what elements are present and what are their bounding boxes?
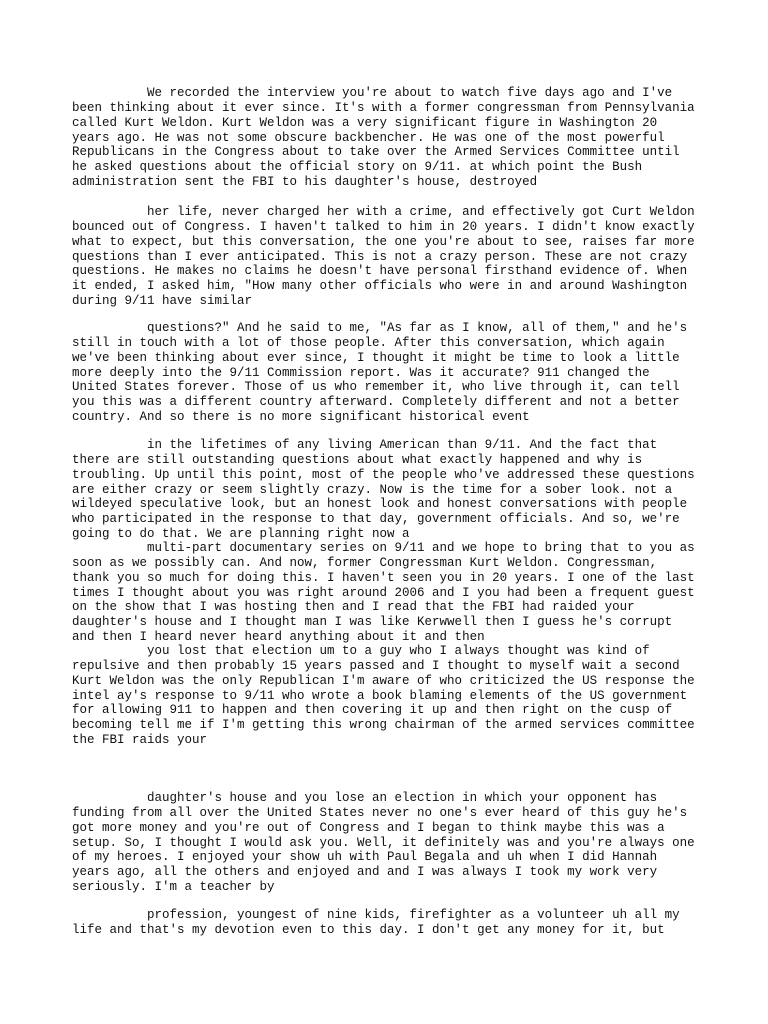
- transcript-paragraph: We recorded the interview you're about to watch five days ago and I've been thinking about it ever since. It's with a former congressman from Pennsylvania called Kurt Weldon. Kurt Weldon was a very significant figure in Washington 20 years ago. He was not some obscure backbencher. He was one of the most powerful Republicans in the Congress about to take over the Armed Services Committee until he asked questions about the official story on 9/11. at which point the Bush administration sent the FBI to his daughter's house, destroyed: [72, 86, 695, 190]
- transcript-paragraph: in the lifetimes of any living American than 9/11. And the fact that there are still outstanding questions about what exactly happened and why is troubling. Up until this point, most of the people who've addressed these questions are either crazy or seem slightly crazy. Now is the time for a sober look. not a wildeyed speculative look, but an honest look and honest conversations with people who participated in the response to that day, government officials. And so, we're going to do that. We are planning right now a: [72, 438, 695, 542]
- transcript-paragraph: questions?" And he said to me, "As far as I know, all of them," and he's still in touch with a lot of those people. After this conversation, which again we've been thinking about ever since, I thought it might be time to look a little more deeply into the 9/11 Commission report. Was it accurate? 911 changed the United States forever. Those of us who remember it, who live through it, can tell you this was a different country afterward. Completely different and not a better country. And so there is no more significant historical event: [72, 321, 688, 425]
- transcript-paragraph: multi-part documentary series on 9/11 and we hope to bring that to you as soon as we possibly can. And now, former Congressman Kurt Weldon. Congressman, thank you so much for doing this. I haven't seen you in 20 years. I one of the last times I thought about you was right around 2006 and I you had been a frequent guest on the show that I was hosting then and I read that the FBI had raided your daughter's house and I thought man I was like Kerwwell then I guess he's corrupt and then I heard never heard anything about it and then: [72, 541, 695, 645]
- transcript-paragraph: you lost that election um to a guy who I always thought was kind of repulsive and then probably 15 years passed and I thought to myself wait a second Kurt Weldon was the only Republican I'm aware of who criticized the US response the intel ay's response to 9/11 who wrote a book blaming elements of the US government for allowing 911 to happen and then covering it up and then right on the cusp of becoming tell me if I'm getting this wrong chairman of the armed services committee the FBI raids your: [72, 644, 695, 748]
- transcript-paragraph: her life, never charged her with a crime, and effectively got Curt Weldon bounced out of Congress. I haven't talked to him in 20 years. I didn't know exactly what to expect, but this conversation, the one you're about to see, raises far more questions than I ever anticipated. This is not a crazy person. These are not crazy questions. He makes no claims he doesn't have personal firsthand evidence of. When it ended, I asked him, "How many other officials who were in and around Washington during 9/11 have similar: [72, 205, 695, 309]
- transcript-paragraph: profession, youngest of nine kids, firefighter as a volunteer uh all my life and that's my devotion even to this day. I don't get any money for it, but: [72, 908, 680, 937]
- transcript-paragraph: daughter's house and you lose an election in which your opponent has funding from all over the United States never no one's ever heard of this guy he's got more money and you're out of Congress and I began to think maybe this was a setup. So, I thought I would ask you. Well, it definitely was and you're always one of my heroes. I enjoyed your show uh with Paul Begala and uh when I did Hannah years ago, all the others and enjoyed and and I was always I took my work very seriously. I'm a teacher by: [72, 791, 695, 895]
